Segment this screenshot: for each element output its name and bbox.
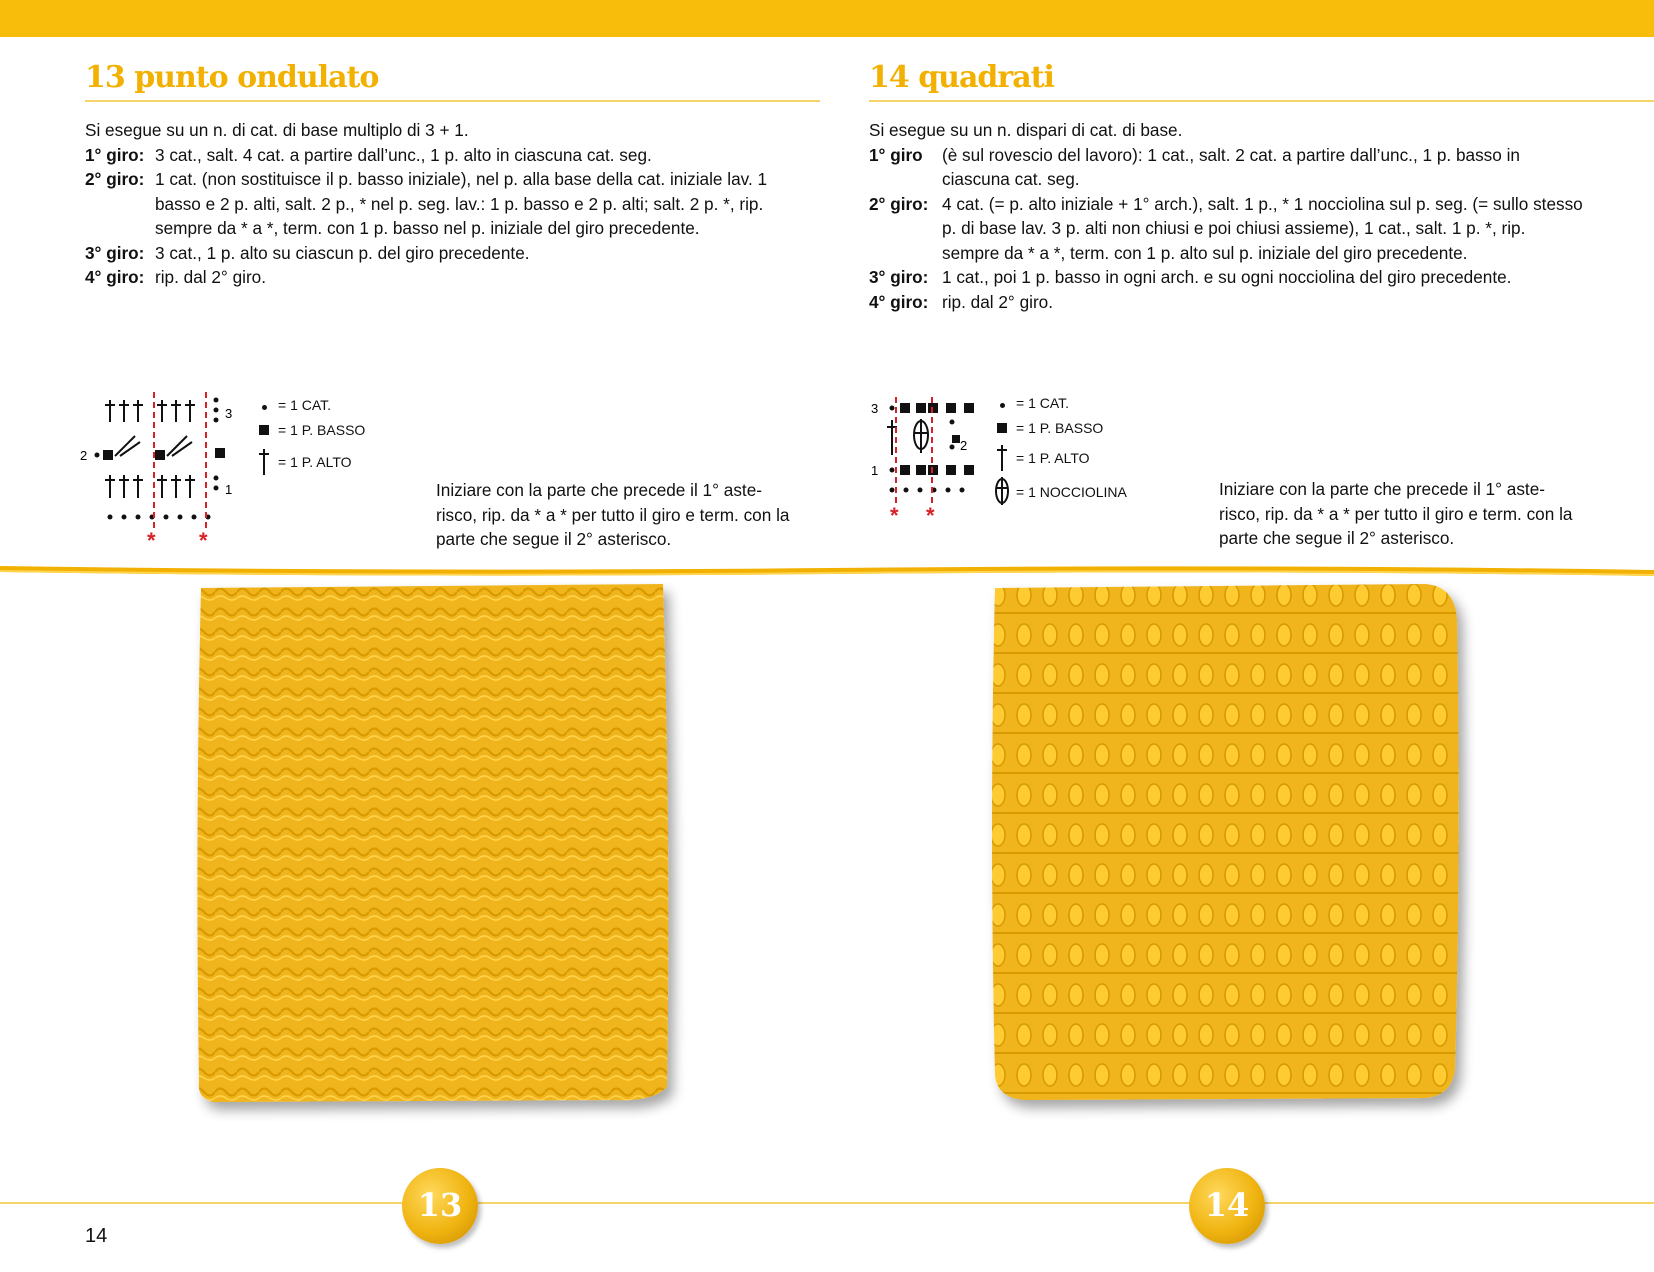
chart-row-label: 3 <box>225 406 233 421</box>
round-label: 4° giro: <box>85 267 145 287</box>
legend-label: = 1 P. BASSO <box>1016 419 1104 436</box>
page-number: 14 <box>85 1225 108 1247</box>
round-label: 3° giro: <box>85 242 145 263</box>
chart-row-label: 1 <box>871 463 879 478</box>
yarn-strand <box>0 565 1654 577</box>
stitch-diagram-14 <box>866 395 981 525</box>
instruction-note: Iniziare con la parte che precede il 1° aste-risco, rip. da * a * per tutto il giro e term. con la parte che segue il 2° asterisco. <box>1219 479 1573 548</box>
round-text: 4 cat. (= p. alto iniziale + 1° arch.), salt. 1 p., * 1 nocciolina sul p. seg. (= sullo stesso p. di base lav. 3 p. alti non chiusi e poi chiusi assieme), 1 cat., salt. 1 p. *, rip. sempre da * a *, term. con 1 p. alto sul p. iniziale del giro precedente. <box>942 193 1583 263</box>
round-label: 4° giro: <box>869 291 929 312</box>
footer-rule <box>0 1202 1654 1204</box>
instructions <box>85 118 800 290</box>
double-crochet-icon <box>255 447 273 478</box>
intro: Si esegue su un n. dispari di cat. di base. <box>869 120 1183 140</box>
single-crochet-square-icon <box>993 420 1011 436</box>
round-row <box>85 143 800 168</box>
round-label: 3° giro: <box>869 267 929 287</box>
chart-asterisk: * <box>926 503 935 525</box>
pattern-number-badge: 13 <box>417 1186 463 1224</box>
round-label: 1° giro <box>869 144 923 165</box>
legend-label: = 1 P. ALTO <box>278 454 352 470</box>
swatch-14 <box>985 580 1475 1120</box>
chart-row-label: 2 <box>960 438 968 453</box>
round-row <box>869 265 1584 290</box>
pattern-number-badge: 14 <box>1204 1186 1250 1224</box>
round-text: rip. dal 2° giro. <box>942 291 1054 312</box>
page-title: 14 quadrati <box>869 60 1054 95</box>
round-row <box>85 241 800 266</box>
round-label: 1° giro: <box>85 144 145 165</box>
legend-label: = 1 CAT. <box>1016 394 1070 411</box>
round-label: 2° giro: <box>869 193 929 214</box>
round-row <box>869 143 1584 192</box>
round-text: (è sul rovescio del lavoro): 1 cat., salt. 2 cat. a partire dall’unc., 1 p. basso in ciascuna cat. seg. <box>942 144 1520 189</box>
chart-row-label: 1 <box>225 482 233 497</box>
chart-asterisk: * <box>199 528 208 550</box>
pattern-13 <box>85 58 800 290</box>
swatch-13 <box>193 582 688 1122</box>
legend-label: = 1 P. BASSO <box>278 421 366 438</box>
pattern-14 <box>869 58 1584 314</box>
round-text: 3 cat., 1 p. alto su ciascun p. del giro precedente. <box>155 242 530 263</box>
double-crochet-icon <box>993 443 1011 474</box>
instruction-note: Iniziare con la parte che precede il 1° aste-risco, rip. da * a * per tutto il giro e term. con la parte che segue il 2° asterisco. <box>436 480 790 549</box>
title-rule <box>85 100 820 102</box>
chart-asterisk: * <box>147 528 156 550</box>
intro: Si esegue su un n. di cat. di base multiplo di 3 + 1. <box>85 120 469 140</box>
instructions <box>869 118 1584 314</box>
round-label: 2° giro: <box>85 169 145 189</box>
round-text: rip. dal 2° giro. <box>155 267 267 287</box>
chart-row-label: 3 <box>871 401 879 416</box>
round-row <box>869 290 1584 315</box>
round-row <box>85 265 800 290</box>
yarn-ball-icon <box>1189 1168 1265 1244</box>
cluster-icon <box>993 476 1011 509</box>
legend-label: = 1 CAT. <box>278 396 332 413</box>
chain-dot-icon <box>993 395 1011 411</box>
chain-dot-icon <box>255 397 273 413</box>
round-text: 3 cat., salt. 4 cat. a partire dall’unc., 1 p. alto in ciascuna cat. seg. <box>155 144 652 165</box>
chart-row-label: 2 <box>80 448 88 463</box>
title-rule <box>869 100 1654 102</box>
round-text: 1 cat. (non sostituisce il p. basso iniziale), nel p. alla base della cat. iniziale lav. 1 basso e 2 p. alti, salt. 2 p., * nel p. seg. lav.: 1 p. basso e 2 p. alti; salt. 2 p. *, rip. sempre da * a *, term. con 1 p. basso nel p. iniziale del giro precedente. <box>155 169 768 238</box>
yarn-ball-icon <box>402 1168 478 1244</box>
single-crochet-square-icon <box>255 422 273 438</box>
legend-13 <box>255 392 365 482</box>
legend-label: = 1 NOCCIOLINA <box>1016 484 1127 500</box>
round-text: 1 cat., poi 1 p. basso in ogni arch. e su ogni nocciolina del giro precedente. <box>942 267 1512 287</box>
page-title: 13 punto ondulato <box>85 60 379 95</box>
legend-label: = 1 P. ALTO <box>1016 450 1090 466</box>
chart-asterisk: * <box>890 503 899 525</box>
stitch-diagram-13 <box>75 390 250 550</box>
round-row <box>85 167 800 241</box>
top-accent-bar <box>0 0 1654 37</box>
round-row <box>869 192 1584 266</box>
legend-14 <box>993 390 1127 508</box>
